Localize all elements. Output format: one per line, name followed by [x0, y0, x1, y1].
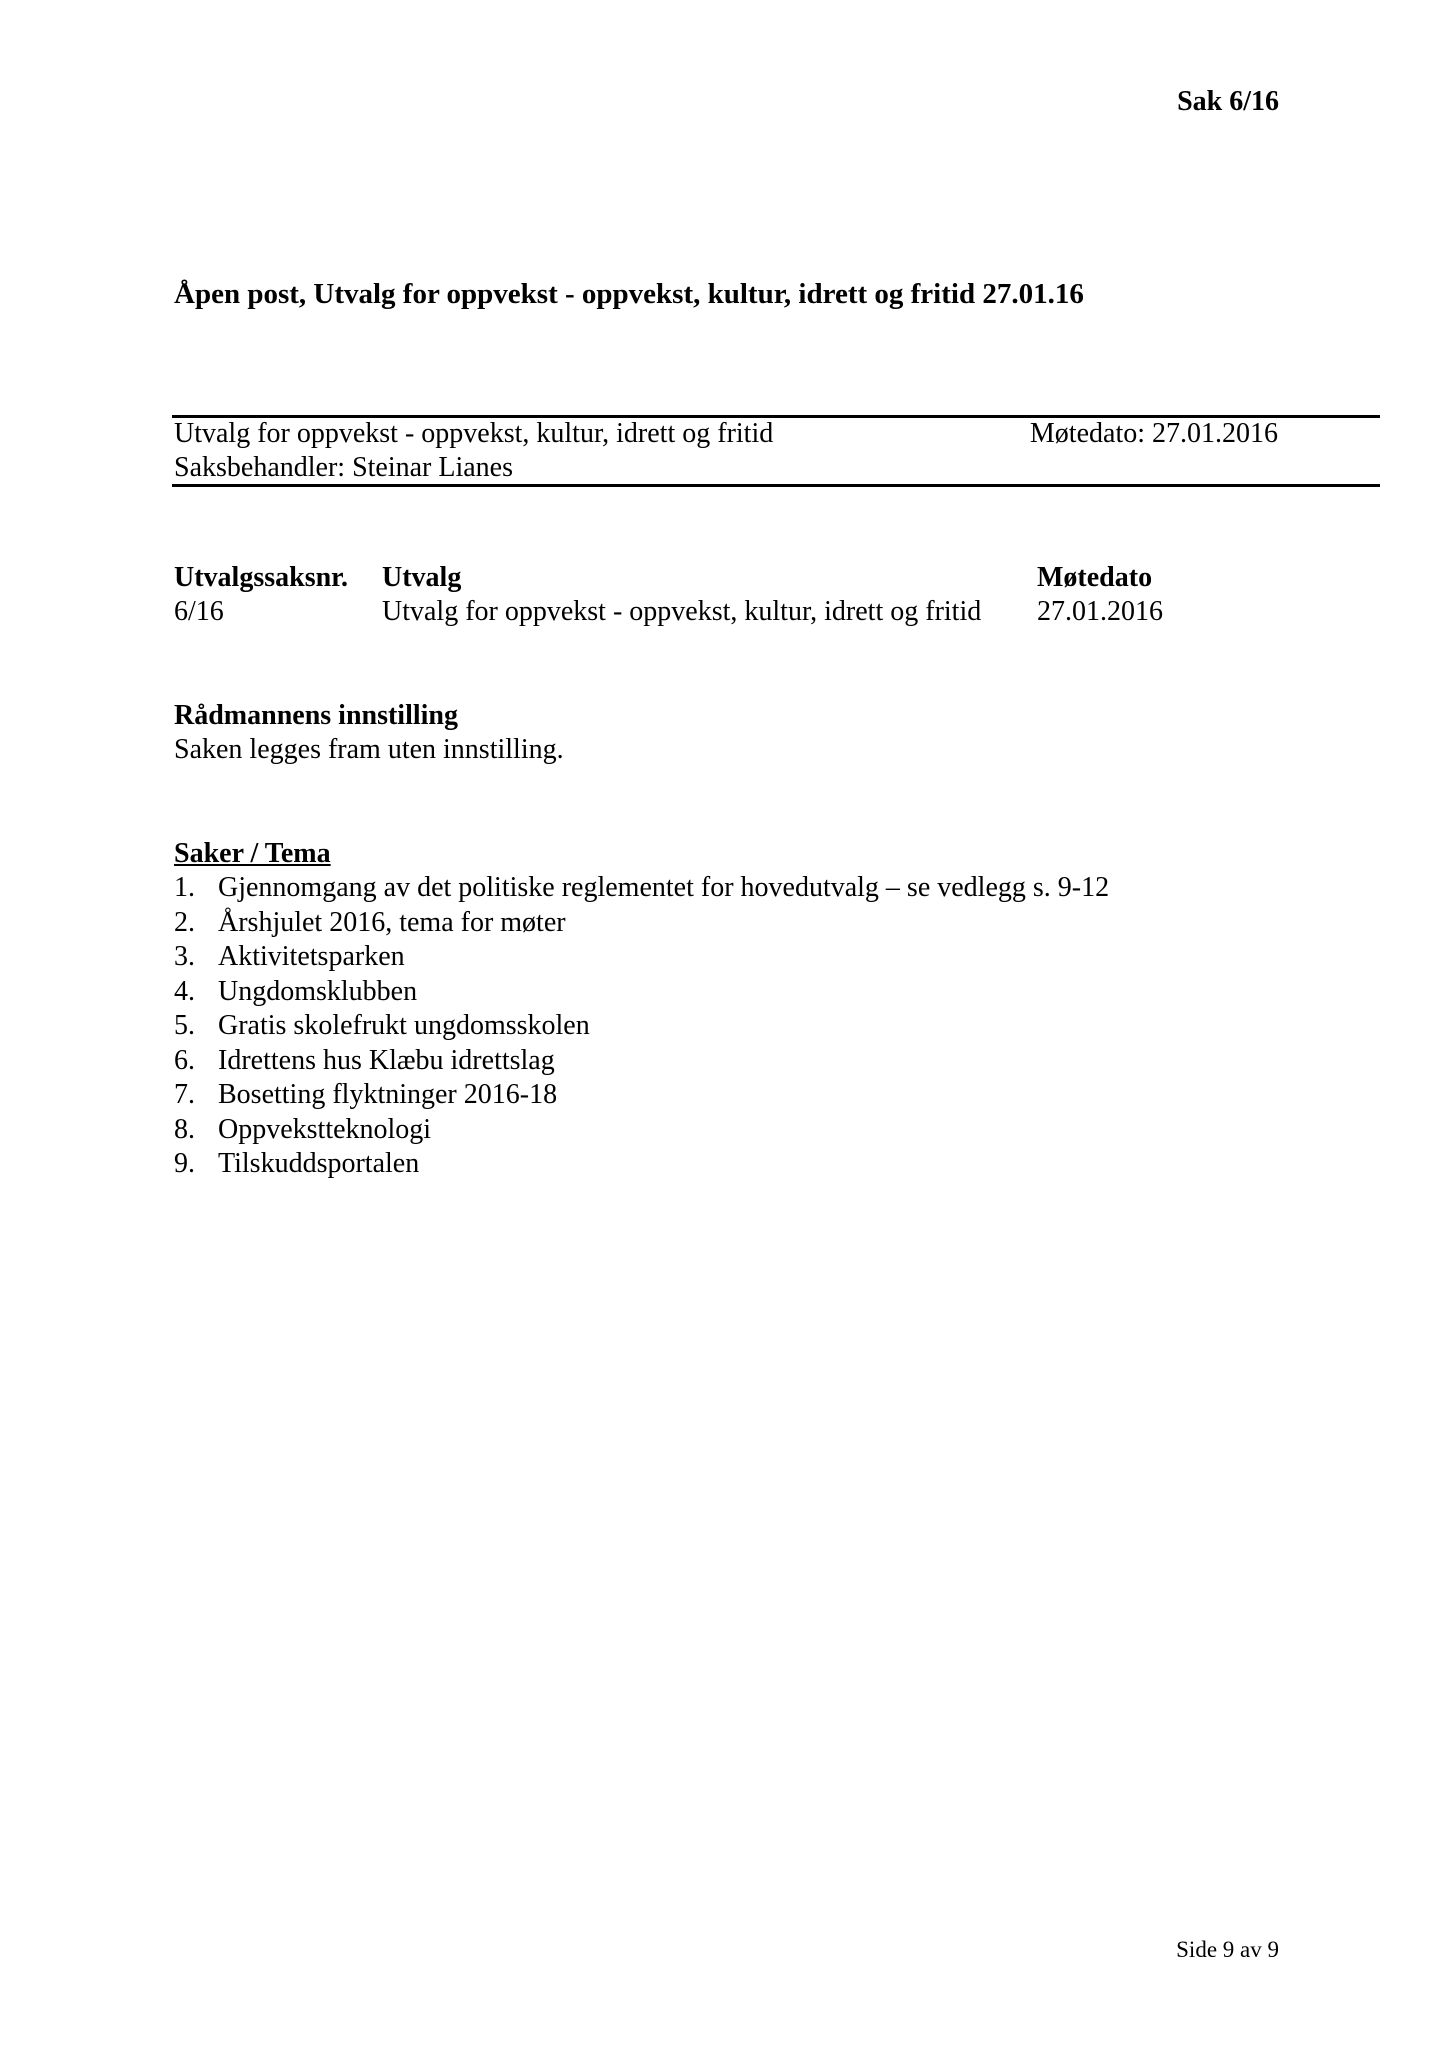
- list-item-text: Aktivitetsparken: [218, 941, 405, 972]
- recommendation-text: Saken legges fram uten innstilling.: [174, 734, 564, 765]
- list-item-number: 7.: [174, 1079, 195, 1110]
- list-item-number: 4.: [174, 975, 195, 1007]
- case-reference: Sak 6/16: [1177, 86, 1279, 117]
- list-item-text: Tilskuddsportalen: [218, 1148, 420, 1179]
- list-item-text: Idrettens hus Klæbu idrettslag: [218, 1044, 555, 1076]
- list-item-number: 5.: [174, 1010, 195, 1041]
- list-item: [174, 1044, 1109, 1079]
- table-cell-meeting-date: 27.01.2016: [1037, 596, 1163, 627]
- list-item-text: Gratis skolefrukt ungdomsskolen: [218, 1010, 590, 1041]
- list-item-number: 3.: [174, 941, 195, 972]
- list-item-number: 2.: [174, 906, 195, 938]
- list-item: [174, 1078, 1109, 1113]
- case-handler: Saksbehandler: Steinar Lianes: [174, 452, 514, 483]
- table-header-case-number: Utvalgssaksnr.: [174, 562, 349, 593]
- document-title: Åpen post, Utvalg for oppvekst - oppvekst, kultur, idrett og fritid 27.01.16: [174, 278, 1084, 310]
- meeting-date: Møtedato: 27.01.2016: [1029, 418, 1278, 449]
- list-item-number: 1.: [174, 872, 195, 903]
- list-item-text: Oppvekstteknologi: [218, 1113, 432, 1145]
- list-item: [174, 975, 1109, 1010]
- list-item: [174, 940, 1109, 975]
- recommendation-heading: Rådmannens innstilling: [174, 700, 458, 731]
- list-item-number: 9.: [174, 1148, 195, 1179]
- table-header-meeting-date: Møtedato: [1037, 562, 1153, 593]
- table-cell-committee: Utvalg for oppvekst - oppvekst, kultur, idrett og fritid: [382, 596, 982, 627]
- list-item-text: Bosetting flyktninger 2016-18: [218, 1079, 558, 1110]
- divider-bottom: [172, 484, 1380, 487]
- list-item: [174, 906, 1109, 941]
- list-item-number: 8.: [174, 1113, 195, 1145]
- list-item-text: Ungdomsklubben: [218, 975, 418, 1007]
- list-item: [174, 1113, 1109, 1148]
- meeting-committee: Utvalg for oppvekst - oppvekst, kultur, idrett og fritid: [174, 418, 774, 449]
- list-item: [174, 1009, 1109, 1044]
- list-item-number: 6.: [174, 1044, 195, 1076]
- list-item-text: Årshjulet 2016, tema for møter: [218, 906, 566, 938]
- list-item: [174, 1147, 1109, 1182]
- list-item-text: Gjennomgang av det politiske reglementet for hovedutvalg – se vedlegg s. 9-12: [218, 872, 1110, 903]
- topics-list: [174, 871, 1109, 1182]
- topics-heading: Saker / Tema: [174, 838, 331, 869]
- table-cell-case-number: 6/16: [174, 596, 224, 627]
- table-header-committee: Utvalg: [382, 562, 462, 593]
- page-number: Side 9 av 9: [1176, 1937, 1279, 1962]
- list-item: [174, 871, 1109, 906]
